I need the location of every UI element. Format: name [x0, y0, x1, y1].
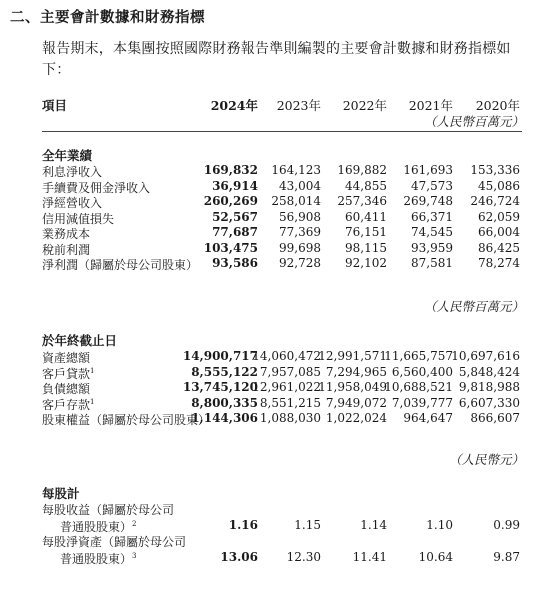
row-value: 11,665,757: [384, 349, 453, 363]
full-year-row: [0, 210, 550, 225]
column-year: 2022年: [342, 98, 387, 113]
row-value: 93,586: [212, 256, 258, 270]
row-value: 13,745,120: [182, 380, 258, 394]
row-value: 77,687: [212, 225, 258, 239]
row-label: 股東權益（歸屬於母公司股東）: [42, 413, 211, 427]
full-year-row: [0, 241, 550, 256]
row-value: 1.10: [426, 518, 453, 532]
row-value: 1,088,030: [259, 411, 321, 425]
row-value: 258,014: [271, 194, 321, 208]
row-value: 13.06: [220, 550, 258, 564]
row-value: 10.64: [418, 550, 453, 564]
per-share-row: [0, 550, 550, 565]
row-value: 92,102: [345, 256, 387, 270]
column-year: 2021年: [408, 98, 453, 113]
row-value: 11,958,049: [318, 380, 387, 394]
row-value: 866,607: [470, 411, 520, 425]
unit-note: （人民幣百萬元）: [423, 114, 524, 129]
row-value: 7,294,965: [325, 364, 387, 379]
row-value: 964,647: [403, 411, 453, 425]
row-value: 1.16: [228, 518, 258, 532]
row-label: 負債總額: [42, 382, 91, 396]
row-label-line1: 每股收益（歸屬於母公司: [42, 503, 175, 517]
row-value: 14,900,717: [182, 349, 258, 363]
row-label: 客戶存款$^1$: [42, 397, 95, 412]
row-value: 257,346: [337, 194, 387, 208]
footnote-marker: 2: [132, 520, 137, 528]
row-value: 36,914: [212, 178, 258, 193]
year-end-row: [0, 396, 550, 411]
row-value: 8,800,335: [191, 395, 258, 410]
row-value: 9,818,988: [458, 380, 520, 394]
section-title-full-year: 全年業績: [42, 148, 93, 163]
row-value: 98,115: [345, 240, 387, 255]
year-end-row: [0, 349, 550, 364]
row-label: 手續費及佣金淨收入: [42, 180, 151, 195]
row-value: 93,959: [411, 240, 453, 255]
row-value: 78,274: [478, 256, 520, 270]
row-value: 99,698: [279, 240, 321, 255]
row-value: 6,560,400: [391, 364, 453, 379]
row-value: 153,336: [470, 163, 520, 177]
row-value: 169,882: [337, 163, 387, 177]
year-end-row: [0, 380, 550, 395]
row-value: 7,957,085: [259, 364, 321, 379]
intro-paragraph: 報告期末，本集團按照國際財務報告準則編製的主要會計數據和財務指標如下：: [42, 41, 511, 78]
row-value: 62,059: [478, 209, 520, 224]
section-title-year-end: 於年終截止日: [42, 333, 118, 348]
row-value: 1,144,306: [191, 411, 258, 425]
row-value: 66,004: [478, 225, 520, 239]
row-value: 1,022,024: [325, 411, 387, 425]
row-value: 86,425: [478, 240, 520, 255]
row-value: 164,123: [271, 163, 321, 177]
row-value: 1.14: [360, 518, 387, 532]
row-value: 87,581: [411, 256, 453, 270]
row-value: 169,832: [203, 163, 258, 177]
row-value: 12,961,022: [252, 380, 321, 394]
row-value: 92,728: [279, 256, 321, 270]
row-label: 資產總額: [42, 351, 91, 365]
full-year-row: [0, 256, 550, 271]
year-end-row: [0, 365, 550, 380]
row-value: 43,004: [279, 178, 321, 193]
row-value: 260,269: [203, 194, 258, 208]
row-value: 5,848,424: [458, 364, 520, 379]
row-value: 7,039,777: [391, 395, 453, 410]
row-value: 10,697,616: [451, 349, 520, 363]
row-value: 12,991,571: [318, 349, 387, 363]
row-label: 淨經營收入: [42, 196, 103, 210]
unit-note: （人民幣元）: [448, 452, 524, 467]
row-value: 76,151: [345, 225, 387, 239]
row-value: 45,086: [478, 178, 520, 193]
row-label: 業務成本: [42, 227, 91, 241]
row-value: 8,555,122: [191, 364, 258, 379]
row-label: 淨利潤（歸屬於母公司股東）: [42, 258, 199, 272]
row-value: 60,411: [345, 209, 387, 224]
row-value: 77,369: [279, 225, 321, 239]
column-label-item: 項目: [42, 98, 68, 113]
row-label: 客戶貸款$^1$: [42, 366, 95, 381]
row-value: 9.87: [493, 550, 520, 564]
row-value: 269,748: [403, 194, 453, 208]
row-value: 8,551,215: [259, 395, 321, 410]
row-value: 56,908: [279, 209, 321, 224]
row-label: 稅前利潤: [42, 242, 91, 257]
footnote-marker: 3: [132, 552, 137, 560]
row-label: 普通股股東）$^2$: [60, 520, 137, 534]
row-label: 利息淨收入: [42, 165, 103, 179]
header-rule: [42, 131, 522, 132]
row-value: 74,545: [411, 225, 453, 239]
row-value: 66,371: [411, 209, 453, 224]
section-title-per-share: 每股計: [42, 486, 80, 501]
year-end-row: [0, 411, 550, 426]
column-year: 2023年: [276, 98, 321, 113]
row-value: 14,060,472: [252, 349, 321, 363]
row-value: 0.99: [493, 518, 520, 532]
footnote-marker: 1: [90, 366, 95, 375]
per-share-row: [0, 518, 550, 533]
row-value: 7,949,072: [325, 395, 387, 410]
row-value: 246,724: [470, 194, 520, 208]
section-heading: 二、主要會計數據和財務指標: [10, 10, 205, 26]
row-value: 1.15: [294, 518, 321, 532]
full-year-row: [0, 163, 550, 178]
full-year-row: [0, 194, 550, 209]
row-label: 普通股股東）$^3$: [60, 552, 137, 566]
row-value: 161,693: [403, 163, 453, 177]
row-label-line1: 每股淨資產（歸屬於母公司: [42, 535, 187, 549]
row-value: 10,688,521: [384, 380, 453, 394]
row-value: 12.30: [286, 550, 321, 564]
row-label: 信用減值損失: [42, 211, 115, 226]
row-value: 11.41: [352, 550, 387, 564]
unit-note: （人民幣百萬元）: [423, 299, 524, 314]
full-year-row: [0, 179, 550, 194]
column-year: 2024年: [210, 98, 258, 113]
row-value: 47,573: [411, 178, 453, 193]
row-value: 52,567: [212, 209, 258, 224]
row-value: 103,475: [203, 240, 258, 255]
row-value: 6,607,330: [458, 395, 520, 410]
footnote-marker: 1: [90, 397, 95, 406]
full-year-row: [0, 225, 550, 240]
column-year: 2020年: [475, 98, 520, 113]
row-value: 44,855: [345, 178, 387, 193]
